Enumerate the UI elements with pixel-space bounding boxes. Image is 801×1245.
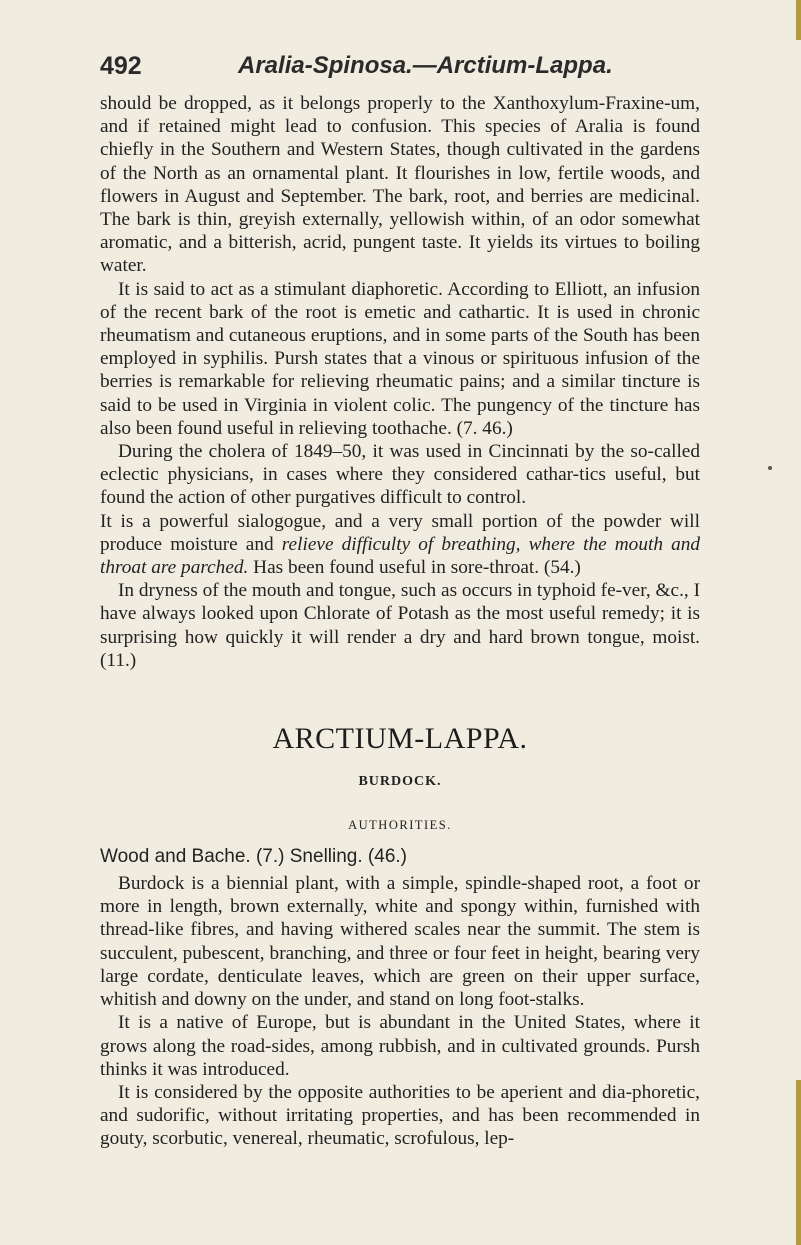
aralia-paragraph-4 [100, 510, 700, 580]
arctium-paragraph-3: It is considered by the opposite authorities to be aperient and dia-phoretic, and sudorific, without irritating properties, and has been recommended in gouty, scorbutic, venereal, rheumatic, scrofulous, lep- [100, 1081, 700, 1150]
aralia-paragraph-2: It is said to act as a stimulant diaphoretic. According to Elliott, an infusion of the recent bark of the root is emetic and cathartic. It is used in chronic rheumatism and cutaneous eruptions, and in some parts of the South has been employed in syphilis. Pursh states that a vinous or spirituous infusion of the berries is remarkable for relieving rheumatic pains; and a similar tincture is said to be used in Virginia in violent colic. The pungency of the tincture has also been found useful in relieving toothache. (7. 46.) [100, 278, 700, 439]
book-page [100, 52, 700, 1151]
section-title: ARCTIUM-LAPPA. [272, 722, 528, 756]
running-title: Aralia-Spinosa.—Arctium-Lappa. [238, 52, 613, 79]
page-number: 492 [100, 52, 142, 80]
aralia-paragraph-3: During the cholera of 1849–50, it was used in Cincinnati by the so-called eclectic physicians, in cases where they considered cathar-tics useful, but found the action of other purgatives difficult to control. [100, 441, 700, 509]
aralia-paragraph-5: In dryness of the mouth and tongue, such as occurs in typhoid fe-ver, &c., I have always looked upon Chlorate of Potash as the most useful remedy; it is surprising how quickly it will render a dry and hard brown tongue, moist. (11.) [100, 580, 700, 671]
arctium-paragraph-1: Burdock is a biennial plant, with a simple, spindle-shaped root, a foot or more in length, brown externally, white and spongy within, furnished with thread-like fibres, and having withered scales near the summit. The stem is succulent, pubescent, branching, and three or four feet in height, bearing very large cordate, denticulate leaves, which are green on their upper surface, whitish and downy on the under, and stand on long foot-stalks. [100, 873, 700, 1011]
arctium-paragraph-2: It is a native of Europe, but is abundant in the United States, where it grows along the road-sides, among rubbish, and in cultivated grounds. Pursh thinks it was introduced. [100, 1012, 700, 1080]
page-header [100, 52, 700, 92]
authorities-heading: AUTHORITIES. [348, 818, 452, 833]
ink-speck [768, 466, 772, 470]
page-edge-stain-bottom [796, 1080, 801, 1245]
common-name: BURDOCK. [358, 774, 442, 790]
aralia-p4-italic: relieve difficulty of breathing, where the mouth and throat are parched. [100, 533, 701, 579]
aralia-paragraph-1: should be dropped, as it belongs properly to the Xanthoxylum-Fraxine-um, and if retained might lead to confusion. This species of Aralia is found chiefly in the Southern and Western States, though cultivated in the gardens of the North as an ornamental plant. It flourishes in low, fertile woods, and flowers in August and September. The bark, root, and berries are medicinal. The bark is thin, greyish externally, yellowish within, of an odor somewhat aromatic, and a bitterish, acrid, pungent taste. It yields its virtues to boiling water. [100, 93, 700, 277]
aralia-p4-start: It is a powerful sialogogue, and a very small portion of the powder will produce moisture and [100, 510, 700, 555]
authorities-list: Wood and Bache. (7.) Snelling. (46.) [100, 846, 407, 868]
aralia-p4-end: Has been found useful in sore-throat. (54.) [248, 557, 581, 579]
page-edge-stain-top [796, 0, 801, 40]
